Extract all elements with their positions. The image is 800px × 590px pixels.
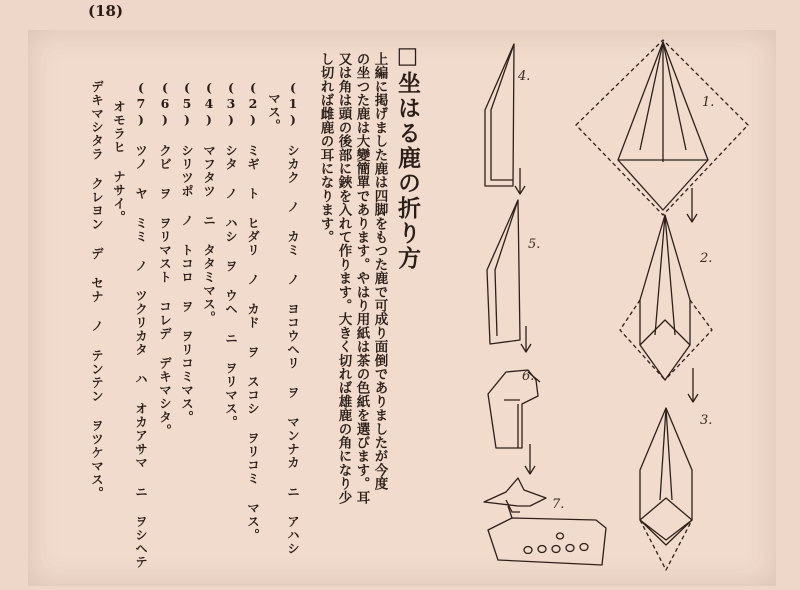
- intro-line-2: の坐つた鹿は大變簡單であります。やはり用紙は茶の色紙を選びます。耳: [353, 52, 370, 505]
- instruction-5: (5) シリツポ ノ トコロ ヲ ヲリコミマス。: [179, 80, 195, 424]
- instruction-7: (7) ツノ ヤ ミミ ノ ツクリカタ ハ オカアサマ ニ ヲシヘテ: [133, 80, 149, 569]
- instruction-2: (2) ミギ ト ヒダリ ノ カド ヲ スコシ ヲリコミ マス。: [245, 80, 261, 542]
- instruction-6: (6) クビ ヲ ヲリマスト コレデ デキマシタ。: [157, 80, 173, 438]
- instruction-1-cont: マス。: [266, 92, 282, 133]
- deer-spots: [524, 533, 588, 554]
- intro-line-4: し切れば雌鹿の耳になります。: [317, 52, 334, 244]
- step-label-7: 7.: [552, 497, 565, 512]
- step-label-3: 3.: [700, 413, 713, 428]
- step-label-4: 4.: [518, 69, 531, 84]
- step-label-2: 2.: [700, 251, 713, 266]
- intro-line-3: 又は角は頭の後部に鋏を入れて作ります。大きく切れば雄鹿の角になり少: [335, 52, 352, 505]
- instruction-4: (4) マフタツ ニ タタミマス。: [201, 80, 217, 325]
- step-label-1: 1.: [702, 95, 715, 110]
- page-title: □坐はる鹿の折り方: [394, 42, 421, 271]
- step-label-6: 6.: [522, 369, 535, 384]
- instruction-1: (1) シカク ノ カミ ノ ヨコウヘリ ヲ マンナカ ニ アハシ: [285, 80, 301, 556]
- step-4-diagram: [485, 44, 514, 186]
- intro-line-1: 上編に掲げました鹿は四脚をもつた鹿で可成り面倒でありましたが今度: [371, 52, 388, 491]
- step-1-diagram: [576, 40, 748, 215]
- step-5-diagram: [487, 200, 520, 344]
- page-number: (18): [88, 2, 124, 20]
- instruction-final: デキマシタラ クレヨン デ セナ ノ テンテン ヲツケマス。: [89, 80, 105, 500]
- step-2-diagram: [620, 215, 712, 380]
- folding-diagrams: [470, 30, 770, 585]
- step-label-5: 5.: [528, 237, 541, 252]
- step-3-diagram: [640, 408, 692, 570]
- instruction-3: (3) シタ ノ ハシ ヲ ウヘ ニ ヲリマス。: [223, 80, 239, 429]
- arrows: [515, 168, 698, 474]
- instruction-7-cont: オモラヒ ナサイ。: [111, 100, 127, 224]
